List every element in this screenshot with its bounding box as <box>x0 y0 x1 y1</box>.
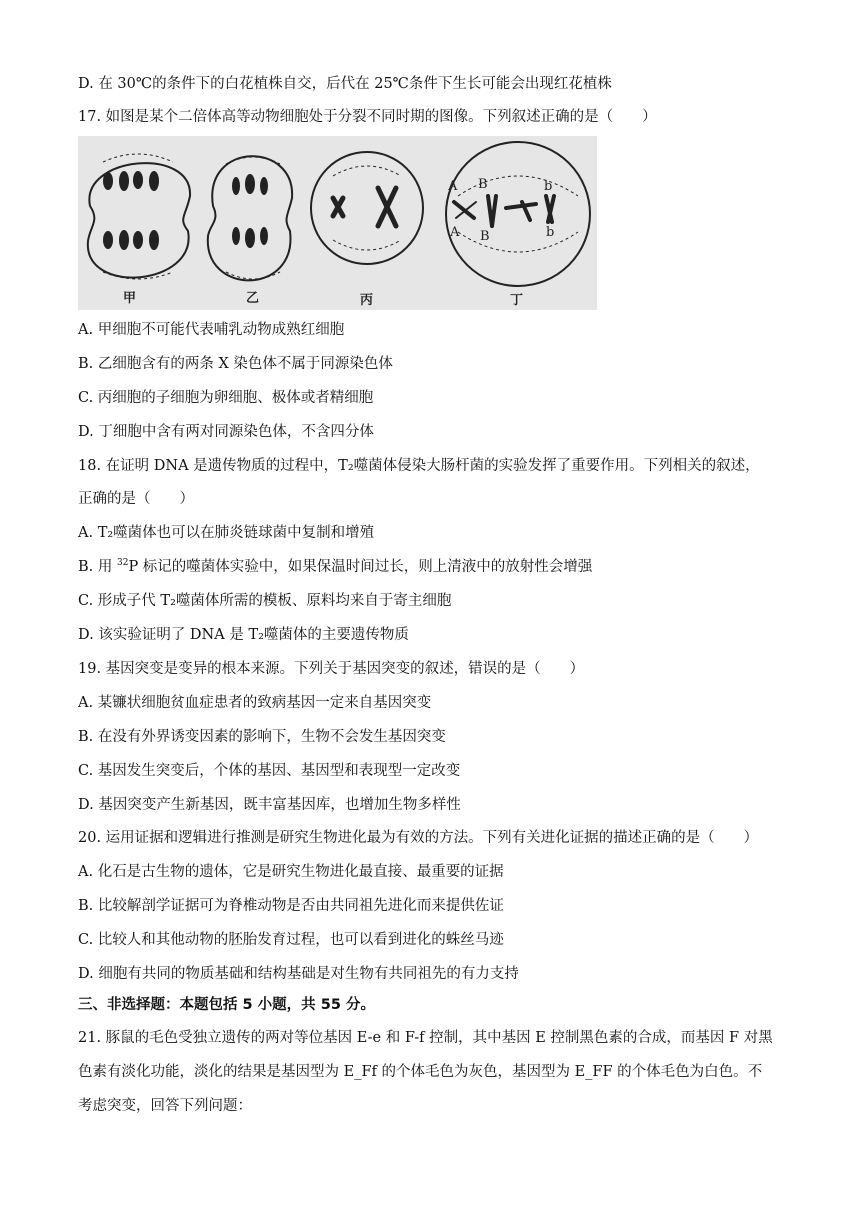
cell-division-figure <box>78 136 597 310</box>
q19-option-d: D. 基因突变产生新基因，既丰富基因库，也增加生物多样性 <box>78 797 461 813</box>
q19-option-a: A. 某镰状细胞贫血症患者的致病基因一定来自基因突变 <box>78 695 432 711</box>
q19-option-b: B. 在没有外界诱变因素的影响下，生物不会发生基因突变 <box>78 729 446 745</box>
section-heading: 三、非选择题：本题包括 5 小题，共 55 分。 <box>78 997 375 1013</box>
q18-option-b-text: P 标记的噬菌体实验中，如果保温时间过长，则上清液中的放射性会增强 <box>128 559 593 575</box>
q18-stem-line1: 18. 在证明 DNA 是遗传物质的过程中，T₂噬菌体侵染大肠杆菌的实验发挥了重要作用。下列相关的叙述， <box>78 458 760 474</box>
q21-stem-line3: 考虑突变，回答下列问题： <box>78 1098 252 1114</box>
q17-option-a: A. 甲细胞不可能代表哺乳动物成熟红细胞 <box>78 322 345 338</box>
cell-yi-chromosomes <box>232 174 268 248</box>
q17-option-c: C. 丙细胞的子细胞为卵细胞、极体或者精细胞 <box>78 390 374 406</box>
q18-option-b-prefix: B. 用 <box>78 559 117 575</box>
cell-label: 丁 <box>510 293 524 308</box>
cell-bing-chromosomes <box>333 188 396 226</box>
cell-jia-chromosomes <box>103 171 159 250</box>
isotope-mass: 32 <box>116 558 129 569</box>
q17-option-d: D. 丁细胞中含有两对同源染色体，不含四分体 <box>78 424 374 440</box>
cell-bing <box>311 152 423 264</box>
q18-option-b <box>78 557 788 577</box>
cell-label: 乙 <box>246 291 260 306</box>
q20-option-a: A. 化石是古生物的遗体，它是研究生物进化最直接、最重要的证据 <box>78 864 504 880</box>
q17-stem: 17. 如图是某个二倍体高等动物细胞处于分裂不同时期的图像。下列叙述正确的是（ ） <box>78 109 657 125</box>
cell-label: 丙 <box>360 293 374 308</box>
q18-option-c: C. 形成子代 T₂噬菌体所需的模板、原料均来自于寄主细胞 <box>78 593 452 609</box>
gene-label: A <box>448 179 458 194</box>
q17-option-b: B. 乙细胞含有的两条 X 染色体不属于同源染色体 <box>78 356 393 372</box>
gene-label: B <box>480 229 490 244</box>
cell-label: 甲 <box>123 291 137 306</box>
q18-option-a: A. T₂噬菌体也可以在肺炎链球菌中复制和增殖 <box>78 525 375 541</box>
q20-stem: 20. 运用证据和逻辑进行推测是研究生物进化最为有效的方法。下列有关进化证据的描述正确的是（ ） <box>78 830 759 846</box>
gene-label: b <box>546 225 555 240</box>
q19-option-c: C. 基因发生突变后，个体的基因、基因型和表现型一定改变 <box>78 763 461 779</box>
gene-label: B <box>478 177 488 192</box>
q21-stem-line1: 21. 豚鼠的毛色受独立遗传的两对等位基因 E-e 和 F-f 控制，其中基因 E 控制黑色素的合成，而基因 F 对黑 <box>78 1030 773 1046</box>
cell-labels <box>123 291 523 308</box>
q18-stem-line2: 正确的是（ ） <box>78 491 194 507</box>
cell-ding-chromosomes <box>454 196 554 226</box>
gene-label: b <box>544 179 553 194</box>
q20-option-c: C. 比较人和其他动物的胚胎发育过程，也可以看到进化的蛛丝马迹 <box>78 932 504 948</box>
q19-stem: 19. 基因突变是变异的根本来源。下列关于基因突变的叙述，错误的是（ ） <box>78 661 585 677</box>
q18-option-d: D. 该实验证明了 DNA 是 T₂噬菌体的主要遗传物质 <box>78 627 409 643</box>
q20-option-d: D. 细胞有共同的物质基础和结构基础是对生物有共同祖先的有力支持 <box>78 966 519 982</box>
q16-option-d: D. 在 30℃的条件下的白花植株自交，后代在 25℃条件下生长可能会出现红花植株 <box>78 76 612 92</box>
q20-option-b: B. 比较解剖学证据可为脊椎动物是否由共同祖先进化而来提供佐证 <box>78 898 504 914</box>
q21-stem-line2: 色素有淡化功能，淡化的结果是基因型为 E_Ff 的个体毛色为灰色，基因型为 E_FF 的个体毛色为白色。不 <box>78 1064 763 1080</box>
gene-label: A <box>450 225 460 240</box>
